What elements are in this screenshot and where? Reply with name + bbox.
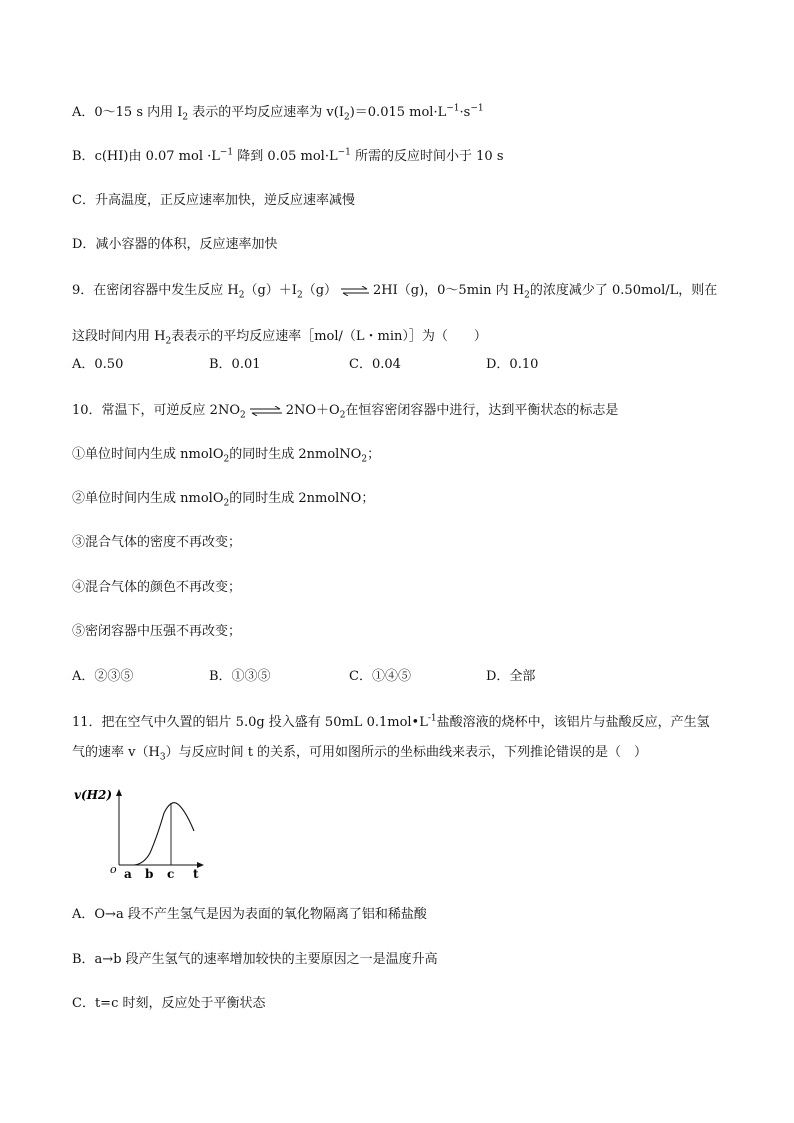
- equilibrium-arrow-icon: [341, 286, 369, 296]
- q9-option-c: C．0.04: [349, 357, 401, 372]
- q11-option-a: A．O→a 段不产生氢气是因为表面的氧化物隔离了铝和稀盐酸: [72, 907, 427, 922]
- q8-option-d: D．减小容器的体积，反应速率加快: [72, 237, 278, 252]
- x-axis-label: t: [193, 867, 199, 881]
- origin-label: o: [110, 863, 117, 876]
- q8-option-a: A．0～15 s 内用 $I_2$ 表示的平均反应速率为 $v(I_2)=0.015$ $mol\cdot L^{-1}\cdot s^{-1}$: [72, 103, 484, 123]
- tick-c: c: [167, 867, 175, 881]
- q8-option-b: B．c(HI)由 0.07 mol $\cdot L^{-1}$ 降到 0.05 $mol\cdot L^{-1}$ 所需的反应时间小于 10 s: [72, 147, 504, 164]
- q10-option-a: A．②③⑤: [72, 669, 134, 684]
- q10-item-3: ③混合气体的密度不再改变；: [72, 535, 242, 550]
- q9-option-a: A．0.50: [72, 357, 124, 372]
- rate-time-graph: [72, 785, 212, 885]
- equilibrium-arrow-icon: [250, 406, 282, 416]
- q10-stem: 10．常温下，可逆反应 $2NO_2$ $2NO+O_2$在恒容密闭容器中进行，达到平衡状态的标志是: [72, 403, 619, 421]
- q11-stem-line2: 气的速率 $v(H_3)$与反应时间 t 的关系，可用如图所示的坐标曲线来表示，下列推论错误的是（ ）: [72, 745, 648, 763]
- q11-option-c: C．t=c 时刻，反应处于平衡状态: [72, 996, 266, 1011]
- q9-stem-line1: 9．在密闭容器中发生反应 $H_2(g)+I_2(g)$ 2HI（g)，0～5min 内 $H_2$的浓度减少了 0.50mol/L，则在: [72, 283, 718, 301]
- q10-item-2: ②单位时间内生成 nmolO$_2$的同时生成 2nmolNO；: [72, 491, 375, 509]
- q11-stem-line1: 11．把在空气中久置的铝片 5.0g 投入盛有 50mL $0.1mol•L^{-1}$盐酸溶液的烧杯中，该铝片与盐酸反应，产生氢: [72, 713, 710, 730]
- q11-option-b: B．a→b 段产生氢气的速率增加较快的主要原因之一是温度升高: [72, 952, 438, 967]
- q10-option-c: C．①④⑤: [349, 669, 411, 684]
- q10-item-1: ①单位时间内生成 nmolO$_2$的同时生成 2nmolNO$_2$；: [72, 447, 381, 465]
- q10-item-5: ⑤密闭容器中压强不再改变；: [72, 624, 242, 639]
- rate-curve: [119, 803, 194, 865]
- q10-option-b: B．①③⑤: [209, 669, 271, 684]
- q9-stem-line2: 这段时间内用 $H_2$表表示的平均反应速率［mol/（L・min）］为（ ）: [72, 329, 487, 347]
- q10-item-4: ④混合气体的颜色不再改变；: [72, 580, 242, 595]
- q9-option-b: B．0.01: [209, 357, 261, 372]
- tick-b: b: [145, 867, 154, 881]
- y-axis-arrow-icon: [116, 789, 122, 796]
- tick-a: a: [124, 867, 132, 881]
- q10-option-d: D．全部: [486, 669, 536, 684]
- q8-option-c: C．升高温度，正反应速率加快，逆反应速率减慢: [72, 193, 355, 208]
- q9-option-d: D．0.10: [486, 357, 539, 372]
- graph-y-label: v(H2): [74, 788, 113, 802]
